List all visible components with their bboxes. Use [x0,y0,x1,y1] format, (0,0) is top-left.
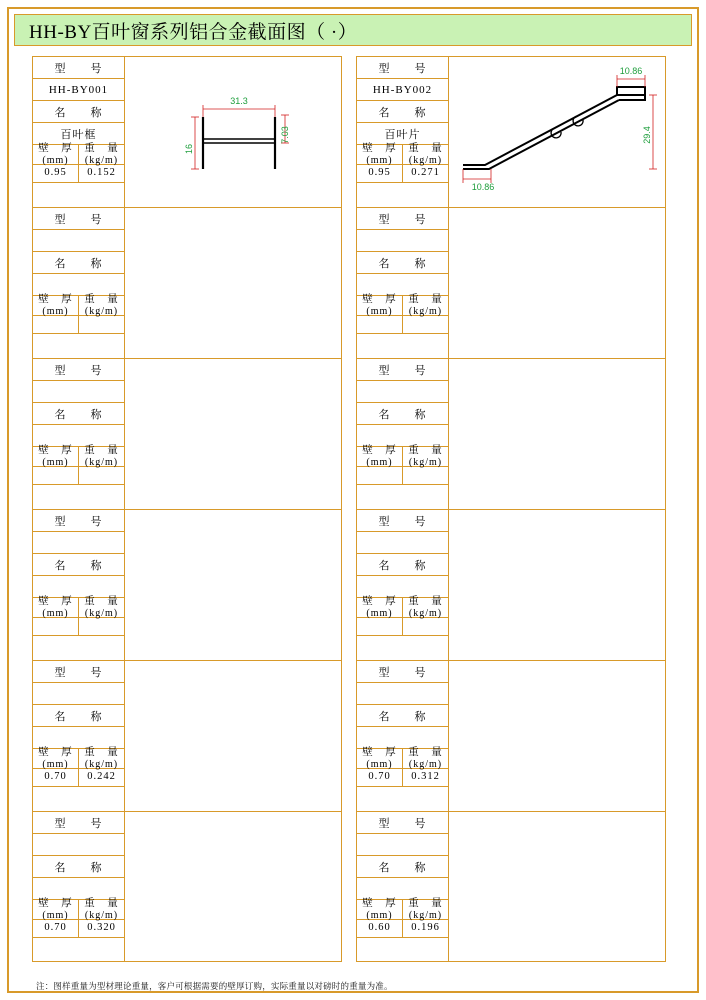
value-name: 百叶片 [357,123,448,145]
label-model: 型 号 [33,57,124,79]
value-model [357,834,448,856]
section-drawing-empty [125,661,341,811]
sheet-footnote: 注：图样重量为型材理论重量，客户可根据需要的壁厚订购，实际重量以对磅时的重量为准。 [36,981,393,991]
label-thickness: 壁 厚 (mm) [357,749,403,768]
right-column [356,56,666,962]
value-model [33,532,124,554]
value-model [357,683,448,705]
label-model: 型 号 [357,510,448,532]
label-weight: 重 量 (kg/m) [84,293,119,317]
label-thickness: 壁 厚 (mm) [33,749,79,768]
dimension-16: 16 [184,143,194,155]
label-model: 型 号 [33,359,124,381]
values-thickness-weight [33,920,124,938]
section-drawing-empty [449,661,665,811]
label-thickness-weight [357,746,448,770]
label-weight: 重 量 (kg/m) [408,142,443,166]
section-drawing-empty [449,812,665,961]
label-spacer [357,183,448,205]
label-thickness: 壁 厚 (mm) [33,598,79,617]
value-name [33,878,124,900]
label-model: 型 号 [357,208,448,230]
label-thickness-weight [33,746,124,770]
value-model [33,834,124,856]
label-thickness-weight [33,595,124,619]
label-spacer [357,787,448,809]
value-thickness [33,467,79,484]
profile-block [356,660,666,811]
left-column [32,56,342,962]
label-name: 名 称 [33,554,124,576]
label-thickness-weight [33,142,124,166]
label-weight: 重 量 (kg/m) [408,293,443,317]
label-spacer [357,938,448,960]
label-name: 名 称 [33,403,124,425]
value-thickness: 0.70 [357,769,403,786]
label-thickness: 壁 厚 (mm) [357,296,403,315]
value-thickness [33,618,79,635]
value-weight [79,467,124,484]
label-thickness-weight [357,897,448,921]
label-model: 型 号 [33,510,124,532]
value-weight [403,467,448,484]
profile-block [356,509,666,660]
label-spacer [33,938,124,960]
label-model: 型 号 [33,812,124,834]
values-thickness-weight [357,316,448,334]
section-drawing-empty [125,208,341,358]
spec-labels [357,359,449,509]
value-model: HH-BY002 [357,79,448,101]
value-name [357,878,448,900]
dimension-29-4: 29.4 [642,126,652,144]
spec-labels [357,510,449,660]
label-spacer [33,334,124,356]
value-weight: 0.152 [87,167,116,179]
label-weight: 重 量 (kg/m) [408,897,443,921]
profile-block [356,56,666,207]
value-thickness [357,618,403,635]
section-drawing-empty [449,510,665,660]
section-drawing-empty [449,359,665,509]
label-model: 型 号 [357,661,448,683]
label-name: 名 称 [33,252,124,274]
value-name [357,274,448,296]
label-thickness: 壁 厚 (mm) [357,447,403,466]
section-drawing-empty [125,359,341,509]
value-thickness: 0.70 [33,769,79,786]
label-thickness-weight [33,293,124,317]
values-thickness-weight [33,165,124,183]
section-drawing-empty [125,812,341,961]
label-weight: 重 量 (kg/m) [84,142,119,166]
spec-labels [33,57,125,207]
spec-labels [33,510,125,660]
sheet-title-bar [14,14,692,46]
value-weight [403,316,448,333]
value-model [33,230,124,252]
label-thickness-weight [357,142,448,166]
label-model: 型 号 [33,208,124,230]
spec-labels [357,57,449,207]
value-thickness: 0.95 [357,165,403,182]
value-weight [79,316,124,333]
dimension-10-86-bottom: 10.86 [471,182,495,192]
value-model [357,381,448,403]
label-thickness: 壁 厚 (mm) [357,598,403,617]
label-spacer [33,485,124,507]
label-model: 型 号 [357,812,448,834]
values-thickness-weight [357,920,448,938]
value-thickness: 0.95 [33,165,79,182]
label-name: 名 称 [357,705,448,727]
label-name: 名 称 [33,856,124,878]
profile-block [32,660,342,811]
value-name: 百叶框 [33,123,124,145]
profile-block [32,56,342,207]
values-thickness-weight [33,618,124,636]
profile-block [32,358,342,509]
profile-block [356,811,666,962]
label-model: 型 号 [357,57,448,79]
label-name: 名 称 [357,252,448,274]
label-weight: 重 量 (kg/m) [84,897,119,921]
label-thickness-weight [33,444,124,468]
label-spacer [357,636,448,658]
value-weight: 0.320 [87,922,116,934]
dimension-10-86-top: 10.86 [619,66,643,76]
value-thickness: 0.60 [357,920,403,937]
label-spacer [33,787,124,809]
spec-labels [33,359,125,509]
label-model: 型 号 [33,661,124,683]
label-weight: 重 量 (kg/m) [84,444,119,468]
value-thickness [357,316,403,333]
profile-block [32,811,342,962]
spec-labels [357,812,449,961]
values-thickness-weight [357,165,448,183]
value-name [33,576,124,598]
label-name: 名 称 [33,705,124,727]
values-thickness-weight [33,467,124,485]
label-thickness: 壁 厚 (mm) [33,296,79,315]
label-spacer [357,485,448,507]
label-thickness: 壁 厚 (mm) [33,145,79,164]
values-thickness-weight [357,618,448,636]
value-name [357,425,448,447]
label-weight: 重 量 (kg/m) [408,595,443,619]
profile-block [356,358,666,509]
label-thickness-weight [357,595,448,619]
label-thickness-weight [357,293,448,317]
label-name: 名 称 [357,856,448,878]
value-name [33,727,124,749]
label-thickness: 壁 厚 (mm) [357,900,403,919]
label-thickness: 壁 厚 (mm) [33,447,79,466]
value-name [33,274,124,296]
section-drawing-h-profile [125,57,341,207]
label-spacer [33,183,124,205]
label-weight: 重 量 (kg/m) [84,595,119,619]
label-thickness: 壁 厚 (mm) [357,145,403,164]
value-model [357,532,448,554]
value-weight [79,618,124,635]
values-thickness-weight [33,316,124,334]
label-model: 型 号 [357,359,448,381]
page-title: HH-BY百叶窗系列铝合金截面图（ ·） [29,21,358,43]
spec-labels [357,208,449,358]
dimension-7-03: 7.03 [280,126,290,144]
label-name: 名 称 [357,403,448,425]
value-model [33,683,124,705]
label-spacer [33,636,124,658]
section-drawing-louver-blade [449,57,665,207]
value-name [357,576,448,598]
section-drawing-empty [449,208,665,358]
value-weight: 0.242 [87,771,116,783]
profile-block [32,509,342,660]
section-drawing-empty [125,510,341,660]
value-name [357,727,448,749]
label-weight: 重 量 (kg/m) [84,746,119,770]
label-thickness-weight [33,897,124,921]
label-spacer [357,334,448,356]
label-thickness: 壁 厚 (mm) [33,900,79,919]
spec-labels [357,661,449,811]
label-weight: 重 量 (kg/m) [408,444,443,468]
label-name: 名 称 [357,101,448,123]
label-name: 名 称 [33,101,124,123]
value-thickness [33,316,79,333]
values-thickness-weight [33,769,124,787]
value-thickness [357,467,403,484]
value-weight: 0.312 [411,771,440,783]
value-thickness: 0.70 [33,920,79,937]
label-thickness-weight [357,444,448,468]
value-model [33,381,124,403]
values-thickness-weight [357,769,448,787]
profile-block [32,207,342,358]
value-name [33,425,124,447]
value-weight: 0.196 [411,922,440,934]
value-weight: 0.271 [411,167,440,179]
label-name: 名 称 [357,554,448,576]
spec-labels [33,661,125,811]
dimension-31-3: 31.3 [230,96,248,106]
value-weight [403,618,448,635]
values-thickness-weight [357,467,448,485]
value-model [357,230,448,252]
value-model: HH-BY001 [33,79,124,101]
spec-labels [33,208,125,358]
spec-labels [33,812,125,961]
label-weight: 重 量 (kg/m) [408,746,443,770]
profile-block [356,207,666,358]
